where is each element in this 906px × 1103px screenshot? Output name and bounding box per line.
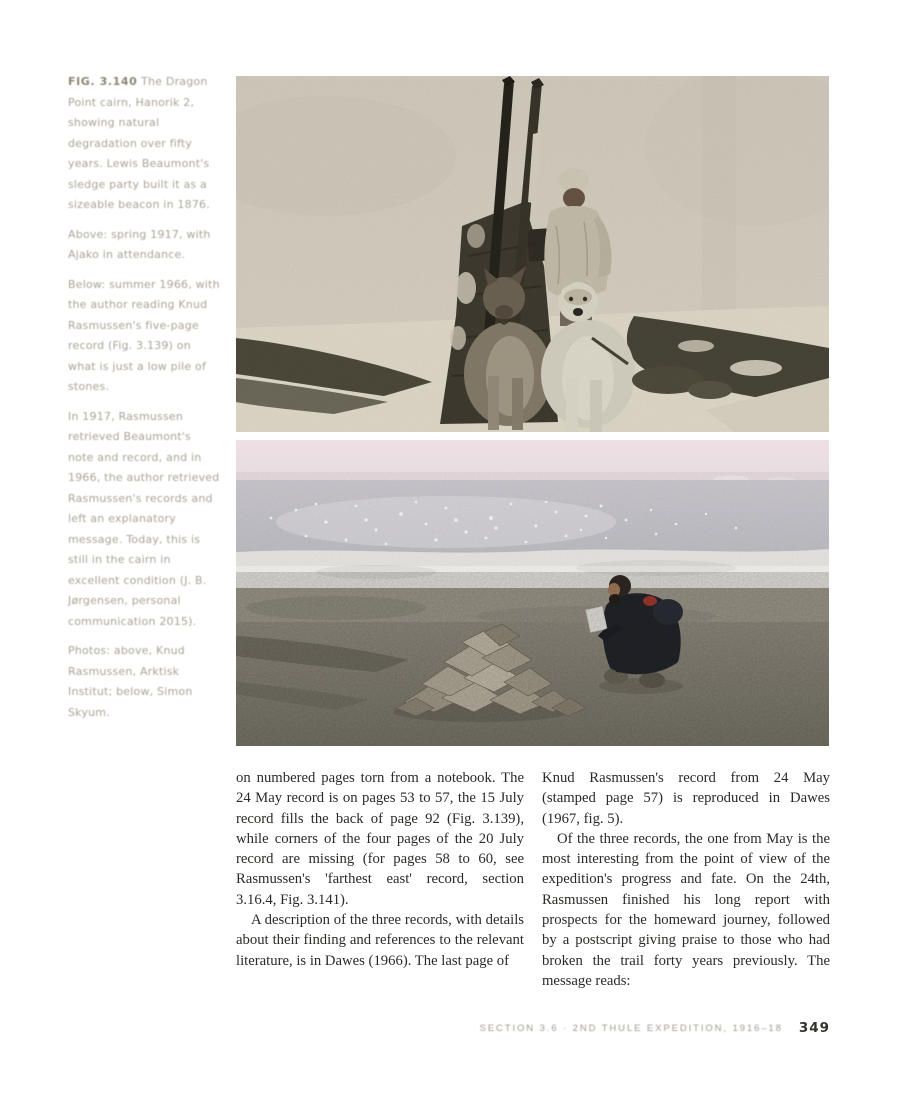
photo-top-illustration (236, 76, 829, 432)
film-grain (236, 76, 829, 432)
body-column-left (236, 768, 524, 971)
caption-paragraph-below: Below: summer 1966, with the author reading Knud Rasmussen's five-page record (Fig. 3.139) on what is just a low pile of stones. (68, 277, 220, 393)
ice-shadow (316, 565, 436, 579)
body-text (236, 768, 830, 989)
body-column-right (542, 768, 830, 991)
caption-intro-paragraph (68, 72, 220, 216)
sea-texture (236, 480, 829, 558)
caption-paragraph-credits: Photos: above, Knud Rasmussen, Arktisk Institut; below, Simon Skyum. (68, 644, 193, 719)
section-title: SECTION 3.6 · 2ND THULE EXPEDITION, 1916–18 (479, 1023, 783, 1034)
caption-intro-text: The Dragon Point cairn, Hanorik 2, showing natural degradation over fifty years. Lewis Beaumont's sledge party built it as a sizeable beacon in 1876. (68, 75, 210, 211)
body-paragraph: A description of the three records, with details about their finding and references to the relevant literature, is in Dawes (1966). The last page of (236, 912, 524, 969)
body-paragraph: Knud Rasmussen's record from 24 May (stamped page 57) is reproduced in Dawes (1967, fig. 5). (542, 770, 830, 827)
figure-caption (68, 72, 220, 732)
running-footer (236, 1018, 830, 1036)
gravel-texture (236, 588, 829, 746)
body-paragraph: Of the three records, the one from May is the most interesting from the point of view of the expedition's progress and fate. On the 24th, Rasmussen finished his long report with prospects for the homeward journey, followed by a postscript giving praise to those who had broken the trail forty years previously. The message reads: (542, 830, 830, 989)
page-number: 349 (798, 1020, 830, 1036)
body-paragraph: on numbered pages torn from a notebook. The 24 May record is on pages 53 to 57, the 15 July record fills the back of page 92 (Fig. 3.139), while corners of the four pages of the 20 July record are missing (for pages 58 to 60, see Rasmussen's 'farthest east' record, section 3.16.4, Fig. 3.141). (236, 770, 524, 908)
caption-paragraph-history: In 1917, Rasmussen retrieved Beaumont's note and record, and in 1966, the author retrieved Rasmussen's records and left an explanatory message. Today, this is still in the cairn in excellent condition (J. B. Jørgensen, personal communication 2015). (68, 409, 220, 628)
photo-bottom-illustration (236, 440, 829, 746)
figure-number-label: FIG. 3.140 (68, 75, 138, 88)
caption-paragraph-above: Above: spring 1917, with Ajako in attendance. (68, 227, 211, 261)
ice-shadow (576, 560, 736, 576)
photo-1917-cairn-with-dogs (236, 76, 829, 432)
photo-1966-stone-pile-reader (236, 440, 829, 746)
